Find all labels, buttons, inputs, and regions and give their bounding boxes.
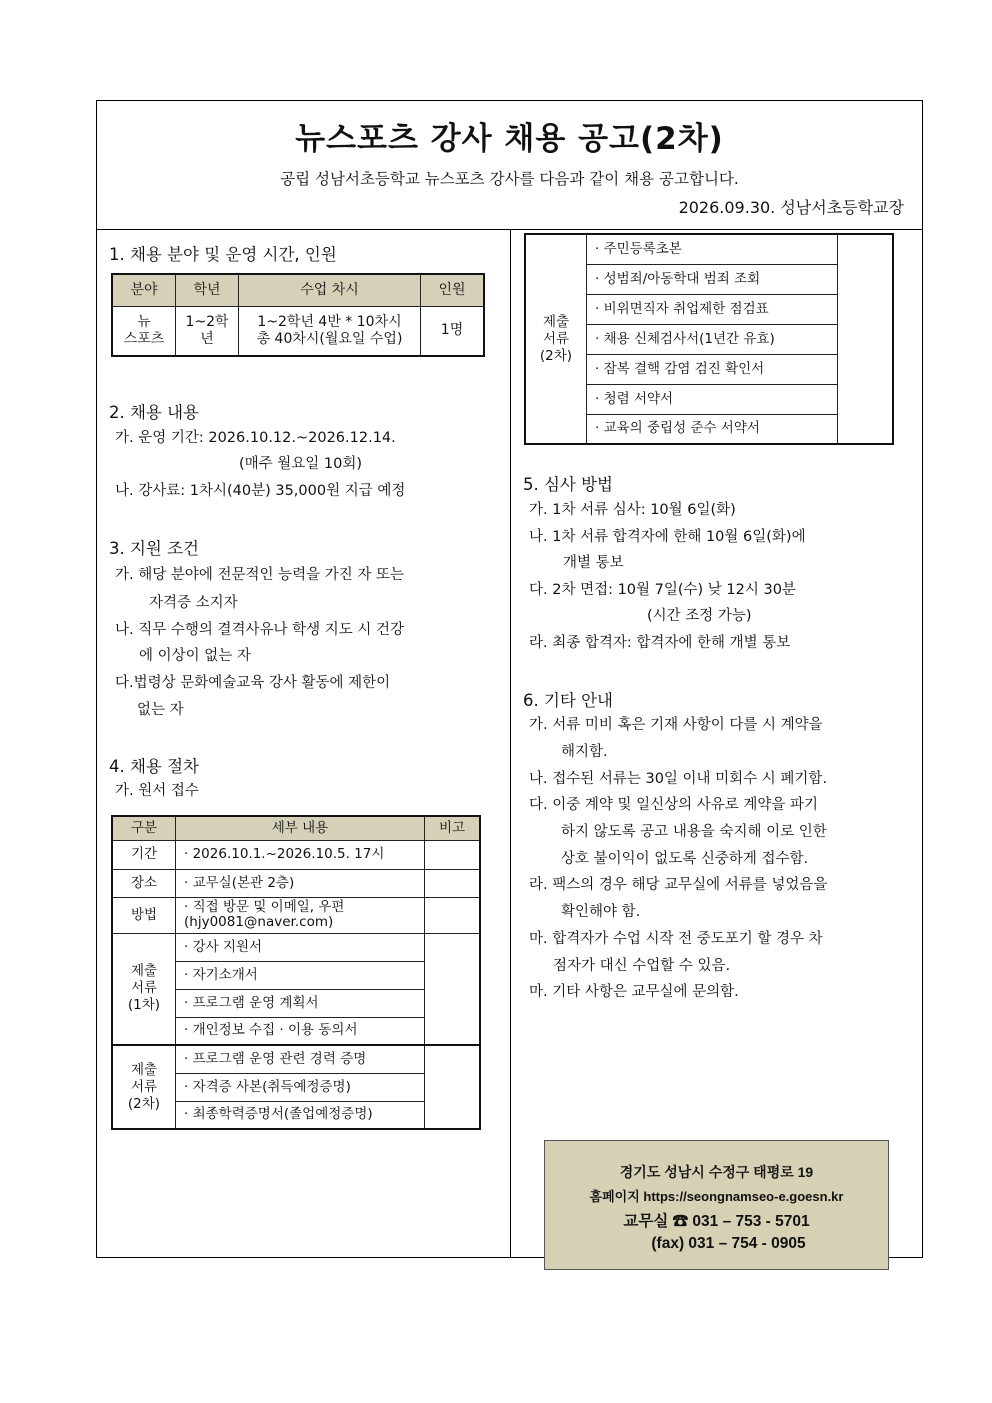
doc-item: · 프로그램 운영 계획서 xyxy=(176,989,425,1017)
col-count: 인원 xyxy=(421,274,485,306)
section-3-heading: 3. 지원 조건 xyxy=(109,539,199,558)
s6-line: 확인해야 함. xyxy=(561,904,641,920)
contact-homepage: 홈페이지 https://seongnamseo-e.goesn.kr xyxy=(589,1189,844,1204)
s6-line: 해지함. xyxy=(561,744,608,760)
doc-item: · 잠복 결핵 감염 검진 확인서 xyxy=(587,354,838,384)
s6-line: 라. 팩스의 경우 해당 교무실에 서류를 넣었음을 xyxy=(529,877,828,893)
cell-period: · 2026.10.1.~2026.10.5. 17시 xyxy=(176,840,425,869)
doc-item: · 강사 지원서 xyxy=(176,933,425,961)
cell-hours: 1~2학년 4반 * 10차시 총 40차시(월요일 수업) xyxy=(239,306,421,356)
cell-method: · 직접 방문 및 이메일, 우편 (hjy0081@naver.com) xyxy=(176,897,425,933)
col-detail: 세부 내용 xyxy=(176,816,425,840)
doc-item: · 개인정보 수집 · 이용 동의서 xyxy=(176,1017,425,1045)
schedule-table xyxy=(111,273,485,357)
doc-item: · 채용 신체검사서(1년간 유효) xyxy=(587,324,838,354)
cell-note xyxy=(425,840,481,869)
page-title: 뉴스포츠 강사 채용 공고(2차) xyxy=(295,121,724,157)
s2-line: (매주 월요일 10회) xyxy=(239,456,363,472)
doc-item: · 비위면직자 취업제한 점검표 xyxy=(587,294,838,324)
section-1-heading: 1. 채용 분야 및 운영 시간, 인원 xyxy=(109,245,337,264)
s3-line: 가. 해당 분야에 전문적인 능력을 가진 자 또는 xyxy=(115,567,404,583)
cell-docs1-label: 제출 서류 (1차) xyxy=(112,933,176,1045)
cell-note xyxy=(425,897,481,933)
doc-item: · 청렴 서약서 xyxy=(587,384,838,414)
cell-docs2-label: 제출 서류 (2차) xyxy=(112,1045,176,1129)
notice-frame xyxy=(96,100,923,1258)
s3-line: 자격증 소지자 xyxy=(149,595,238,611)
cell-docs2-label: 제출 서류 (2차) xyxy=(525,234,587,444)
s5-line: (시간 조정 가능) xyxy=(647,608,752,624)
s3-line: 에 이상이 없는 자 xyxy=(139,648,251,664)
s6-line: 상호 불이익이 없도록 신중하게 접수함. xyxy=(561,851,809,867)
cell-place: · 교무실(본관 2층) xyxy=(176,869,425,897)
doc-item: · 성범죄/아동학대 범죄 조회 xyxy=(587,264,838,294)
cell-note xyxy=(425,933,481,1045)
s6-line: 나. 접수된 서류는 30일 이내 미회수 시 폐기함. xyxy=(529,771,828,787)
doc-item: · 자격증 사본(취득예정증명) xyxy=(176,1073,425,1101)
s5-line: 다. 2차 면접: 10월 7일(수) 낮 12시 30분 xyxy=(529,582,796,598)
s5-line: 개별 통보 xyxy=(563,555,624,571)
doc-item: · 교육의 중립성 준수 서약서 xyxy=(587,414,838,444)
doc-item: · 주민등록초본 xyxy=(587,234,838,264)
section-4-heading: 4. 채용 절차 xyxy=(109,757,199,776)
col-field: 분야 xyxy=(112,274,176,306)
s6-line: 하지 않도록 공고 내용을 숙지해 이로 인한 xyxy=(561,824,827,840)
section-5-heading: 5. 심사 방법 xyxy=(523,475,613,494)
section-2-heading: 2. 채용 내용 xyxy=(109,403,199,422)
cell-label: 장소 xyxy=(112,869,176,897)
docs2-table xyxy=(524,233,894,445)
s6-line: 다. 이중 계약 및 일신상의 사유로 계약을 파기 xyxy=(529,797,818,813)
s4-sub: 가. 원서 접수 xyxy=(115,783,199,799)
s6-line: 점자가 대신 수업할 수 있음. xyxy=(553,958,731,974)
doc-item: · 프로그램 운영 관련 경력 증명 xyxy=(176,1045,425,1073)
s6-line: 가. 서류 미비 혹은 기재 사항이 다를 시 계약을 xyxy=(529,717,823,733)
contact-phone: 교무실 ☎ 031 – 753 - 5701 xyxy=(623,1213,810,1230)
col-category: 구분 xyxy=(112,816,176,840)
s6-line: 마. 합격자가 수업 시작 전 중도포기 할 경우 차 xyxy=(529,931,823,947)
notice-subtitle: 공립 성남서초등학교 뉴스포츠 강사를 다음과 같이 채용 공고합니다. xyxy=(280,170,739,188)
cell-count: 1명 xyxy=(421,306,485,356)
cell-field: 뉴 스포츠 xyxy=(112,306,176,356)
cell-grade: 1~2학 년 xyxy=(176,306,239,356)
cell-label: 기간 xyxy=(112,840,176,869)
doc-item: · 최종학력증명서(졸업예정증명) xyxy=(176,1101,425,1129)
s6-line: 마. 기타 사항은 교무실에 문의함. xyxy=(529,984,739,1000)
notice-dateline: 2026.09.30. 성남서초등학교장 xyxy=(678,198,904,217)
section-6-heading: 6. 기타 안내 xyxy=(523,691,613,710)
notice-header xyxy=(97,101,922,230)
column-divider xyxy=(510,229,511,1258)
col-grade: 학년 xyxy=(176,274,239,306)
col-hours: 수업 차시 xyxy=(239,274,421,306)
s3-line: 없는 자 xyxy=(137,702,184,718)
s5-line: 라. 최종 합격자: 합격자에 한해 개별 통보 xyxy=(529,635,791,651)
application-table xyxy=(111,815,481,1130)
s3-line: 나. 직무 수행의 결격사유나 학생 지도 시 건강 xyxy=(115,622,404,638)
cell-label: 방법 xyxy=(112,897,176,933)
contact-address: 경기도 성남시 수정구 태평로 19 xyxy=(619,1164,814,1180)
contact-box xyxy=(544,1140,889,1270)
cell-note xyxy=(425,1045,481,1129)
s2-line: 가. 운영 기간: 2026.10.12.~2026.12.14. xyxy=(115,430,396,446)
s3-line: 다.법령상 문화예술교육 강사 활동에 제한이 xyxy=(115,675,391,691)
col-note: 비고 xyxy=(425,816,481,840)
s5-line: 나. 1차 서류 합격자에 한해 10월 6일(화)에 xyxy=(529,529,806,545)
doc-item: · 자기소개서 xyxy=(176,961,425,989)
s2-line: 나. 강사료: 1차시(40분) 35,000원 지급 예정 xyxy=(115,483,406,499)
contact-fax: (fax) 031 – 754 - 0905 xyxy=(651,1235,806,1252)
cell-note xyxy=(838,234,894,444)
s5-line: 가. 1차 서류 심사: 10월 6일(화) xyxy=(529,502,736,518)
cell-note xyxy=(425,869,481,897)
